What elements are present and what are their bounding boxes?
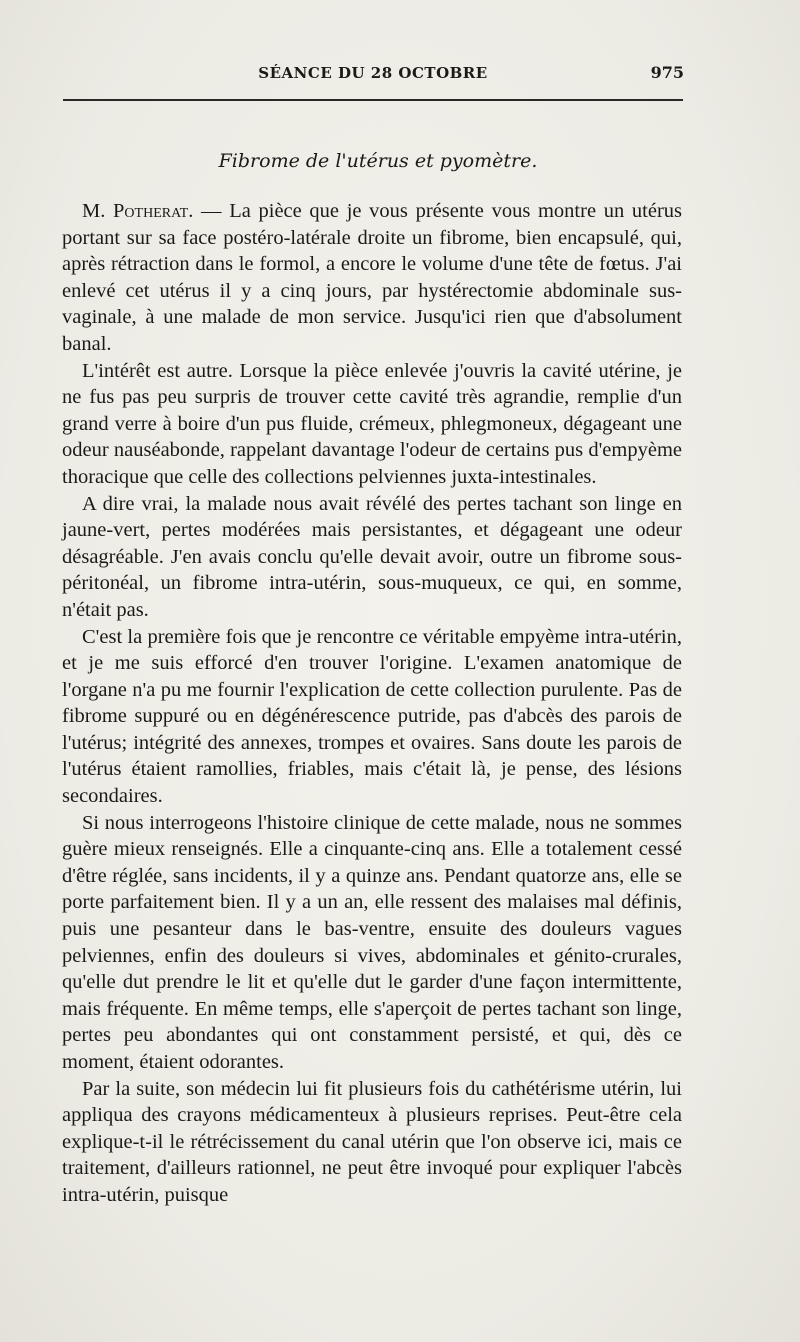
page-number: 975: [650, 63, 684, 82]
paragraph-1-text: — La pièce que je vous présente vous montre un utérus portant sur sa face postéro-latérale droite un fibrome, bien encapsulé, qui, après rétraction dans le formol, a encore le volume d'une tête de fœtus. J'ai enlevé cet utérus il y a cinq jours, par hystérectomie abdominale sus-vaginale, à une malade de mon service. Jusqu'ici rien que d'absolument banal.: [62, 200, 683, 355]
paragraph-6: Par la suite, son médecin lui fit plusieurs fois du cathétérisme utérin, lui appliqua des crayons médicamenteux à plusieurs reprises. Peut-être cela explique-t-il le rétrécissement du canal utérin que l'on observe ici, mais ce traitement, d'ailleurs rationnel, ne peut être invoqué pour expliquer l'abcès intra-utérin, puisque: [62, 1077, 682, 1206]
author-name: M. Potherat.: [82, 200, 194, 222]
running-head-title: SÉANCE DU 28 OCTOBRE: [258, 64, 488, 82]
article-body: [62, 198, 682, 1209]
paragraph-2: L'intérêt est autre. Lorsque la pièce enlevée j'ouvris la cavité utérine, je ne fus pas peu surpris de trouver cette cavité très agrandie, remplie d'un grand verre à boire d'un pus fluide, crémeux, phlegmoneux, dégageant une odeur nauséabonde, rappelant davantage l'odeur de certains pus d'empyème thoracique que celle des collections pelviennes juxta-intestinales.: [62, 359, 682, 488]
article-title: Fibrome de l'utérus et pyomètre.: [218, 150, 538, 172]
running-head: [62, 62, 684, 86]
header-rule: [63, 99, 683, 101]
paragraph-1: [62, 198, 682, 358]
paragraph-4: C'est la première fois que je rencontre ce véritable empyème intra-utérin, et je me suis efforcé d'en trouver l'origine. L'examen anatomique de l'organe n'a pu me fournir l'explication de cette collection purulente. Pas de fibrome suppuré ou en dégénérescence putride, pas d'abcès des parois de l'utérus; intégrité des annexes, trompes et ovaires. Sans doute les parois de l'utérus étaient ramollies, friables, mais c'était là, je pense, des lésions secondaires.: [62, 625, 682, 808]
paragraph-3: A dire vrai, la malade nous avait révélé des pertes tachant son linge en jaune-vert, pertes modérées mais persistantes, et dégageant une odeur désagréable. J'en avais conclu qu'elle devait avoir, outre un fibrome sous-péritonéal, un fibrome intra-utérin, sous-muqueux, ce qui, en somme, n'était pas.: [62, 492, 682, 621]
paragraph-5: Si nous interrogeons l'histoire clinique de cette malade, nous ne sommes guère mieux renseignés. Elle a cinquante-cinq ans. Elle a totalement cessé d'être réglée, sans incidents, il y a quinze ans. Pendant quatorze ans, elle se porte parfaitement bien. Il y a un an, elle ressent des malaises mal définis, puis une pesanteur dans le bas-ventre, ensuite des douleurs vagues pelviennes, enfin des douleurs si vives, abdominales et génito-crurales, qu'elle dut prendre le lit et qu'elle dut le garder d'une façon intermittente, mais fréquente. En même temps, elle s'aperçoit de pertes tachant son linge, pertes peu abondantes qui ont constamment persisté, et qui, dès ce moment, étaient odorantes.: [62, 811, 682, 1073]
